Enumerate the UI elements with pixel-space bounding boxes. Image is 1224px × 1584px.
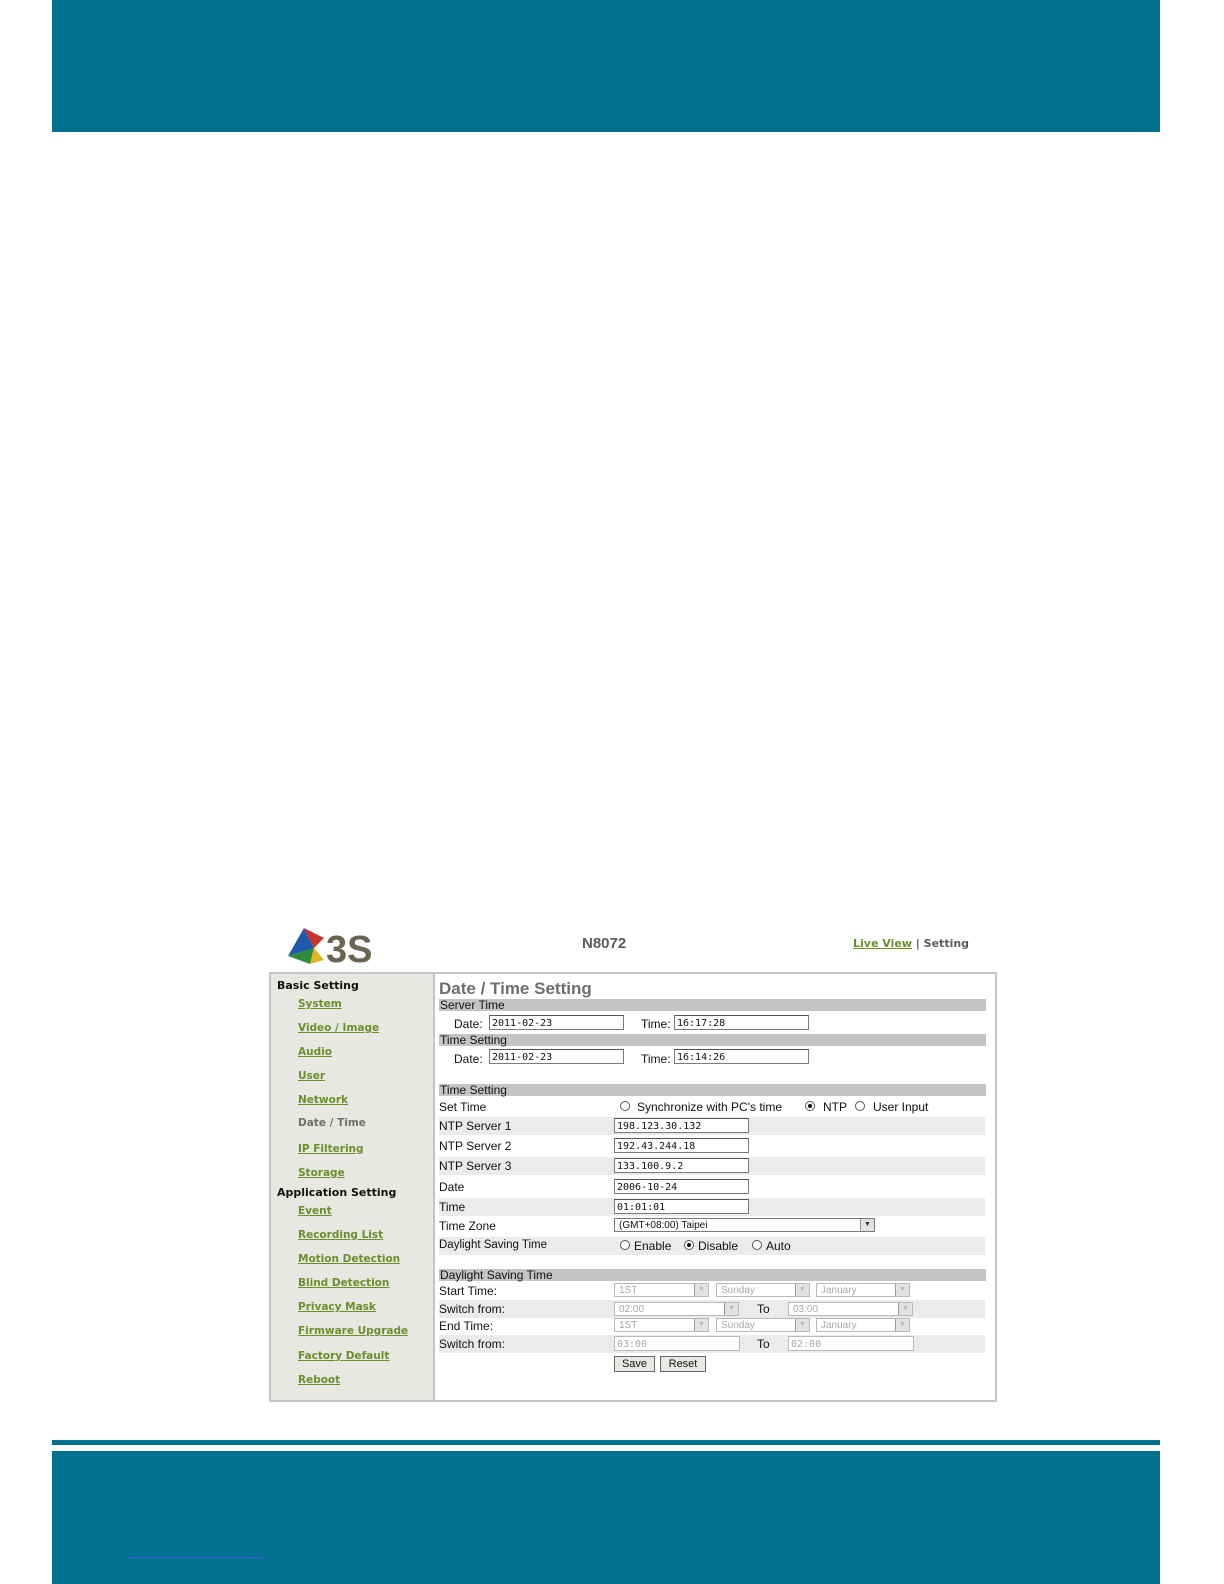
server-time-field[interactable]: 16:17:28 [674,1015,809,1030]
chevron-down-icon: ▼ [795,1319,809,1331]
sidebar-item-date-time[interactable]: Date / Time [298,1117,366,1129]
server-time-label: Time: [641,1017,671,1031]
ntp-server-2-field[interactable]: 192.43.244.18 [614,1138,749,1153]
sidebar-item-blind-detection[interactable]: Blind Detection [298,1277,390,1289]
dst-end-month-value: January [821,1320,857,1331]
chevron-down-icon: ▼ [694,1319,708,1331]
sidebar-item-privacy-mask[interactable]: Privacy Mask [298,1301,376,1313]
dst-switch-2-label: Switch from: [439,1337,506,1351]
nav-separator: | [915,937,920,950]
radio-dst-auto[interactable] [752,1240,762,1250]
dst-switch-1-to-select[interactable] [788,1302,913,1316]
sidebar-item-motion-detection[interactable]: Motion Detection [298,1253,401,1265]
sidebar-item-ip-filtering[interactable]: IP Filtering [298,1143,364,1155]
chevron-down-icon: ▼ [898,1303,912,1315]
server-date-label: Date: [454,1017,483,1031]
chevron-down-icon: ▼ [724,1303,738,1315]
sidebar-item-storage[interactable]: Storage [298,1167,345,1179]
section-time-setting: Time Setting [439,1084,986,1096]
sidebar-item-system[interactable]: System [298,998,342,1010]
radio-dst-disable-label: Disable [698,1239,739,1253]
dst-end-day-select[interactable] [716,1318,810,1332]
radio-sync-pc[interactable] [620,1101,630,1111]
chevron-down-icon: ▼ [895,1319,909,1331]
radio-dst-auto-label: Auto [766,1239,791,1253]
dst-switch-1-from-value: 02:00 [619,1304,645,1315]
chevron-down-icon: ▼ [895,1284,909,1296]
time-zone-select[interactable] [614,1218,875,1232]
dst-end-week-select[interactable] [614,1318,709,1332]
dst-start-week-value: 1ST [619,1285,638,1296]
row-daylight-saving [439,1237,985,1255]
footer-rule [52,1440,1160,1445]
header-band [52,0,1160,132]
sidebar-heading-application: Application Setting [277,1186,397,1199]
dst-start-day-value: Sunday [721,1285,755,1296]
row-set-time [439,1098,985,1116]
radio-ntp-label: NTP [823,1100,847,1114]
radio-sync-pc-label: Synchronize with PC's time [637,1100,783,1114]
dst-start-month-value: January [821,1285,857,1296]
row-dst-switch-2 [439,1335,985,1353]
row-date [439,1178,985,1196]
section-daylight-saving: Daylight Saving Time [439,1269,986,1281]
time-setting-time-field[interactable]: 16:14:26 [674,1049,809,1064]
sidebar-item-user[interactable]: User [298,1070,326,1082]
row-time-zone [439,1217,985,1235]
footer-band [52,1451,1160,1584]
row-dst-switch-1 [439,1300,985,1318]
ntp-server-3-field[interactable]: 133.100.9.2 [614,1158,749,1173]
footer-link-underline[interactable] [126,1557,266,1558]
radio-dst-disable[interactable] [684,1240,694,1250]
dst-start-label: Start Time: [439,1284,498,1298]
device-web-ui-screenshot [262,910,1002,1410]
server-date-field[interactable]: 2011-02-23 [489,1015,624,1030]
sidebar-item-factory-default[interactable]: Factory Default [298,1350,390,1362]
main-panel [439,974,989,1400]
dst-switch-1-to-value: 03:00 [793,1304,819,1315]
dst-end-label: End Time: [439,1319,494,1333]
brand-logo [284,918,373,971]
sidebar-item-video-image[interactable]: Video / Image [298,1022,380,1034]
section-server-time: Server Time [439,999,986,1011]
dst-switch-1-from-select[interactable] [614,1302,739,1316]
reset-button[interactable]: Reset [660,1356,706,1372]
time-zone-label: Time Zone [439,1219,496,1233]
page-title: Date / Time Setting [439,979,592,998]
sidebar-item-recording-list[interactable]: Recording List [298,1229,384,1241]
time-setting-date-label: Date: [454,1052,483,1066]
dst-start-month-select[interactable] [816,1283,910,1297]
date-field[interactable]: 2006-10-24 [614,1179,749,1194]
row-ntp-server-2 [439,1137,985,1155]
sidebar [271,974,435,1400]
dst-switch-2-to-field[interactable]: 02:00 [788,1336,914,1351]
svg-text:3S: 3S [326,929,373,971]
row-dst-start [439,1282,985,1300]
dst-switch-1-label: Switch from: [439,1302,506,1316]
sidebar-heading-basic: Basic Setting [277,979,359,992]
dst-end-month-select[interactable] [816,1318,910,1332]
dst-end-week-value: 1ST [619,1320,638,1331]
row-time [439,1198,985,1216]
dst-switch-2-from-field[interactable]: 03:00 [614,1336,740,1351]
ntp-server-2-label: NTP Server 2 [439,1139,512,1153]
dst-end-day-value: Sunday [721,1320,755,1331]
chevron-down-icon: ▼ [795,1284,809,1296]
dst-switch-2-to-label: To [757,1337,770,1351]
model-name: N8072 [582,935,627,952]
section-time-setting-top: Time Setting [439,1034,986,1046]
radio-user-input[interactable] [855,1101,865,1111]
ntp-server-1-field[interactable]: 198.123.30.132 [614,1118,749,1133]
time-label: Time [439,1200,466,1214]
row-dst-end [439,1317,985,1335]
sidebar-item-audio[interactable]: Audio [298,1046,332,1058]
sidebar-item-firmware-upgrade[interactable]: Firmware Upgrade [298,1325,409,1337]
live-view-link[interactable]: Live View [853,937,912,950]
setting-link-current: Setting [923,937,970,950]
ntp-server-3-label: NTP Server 3 [439,1159,512,1173]
radio-user-input-label: User Input [873,1100,929,1114]
time-field[interactable]: 01:01:01 [614,1199,749,1214]
time-setting-time-label: Time: [641,1052,671,1066]
sidebar-item-reboot[interactable]: Reboot [298,1374,341,1386]
sidebar-item-network[interactable]: Network [298,1094,349,1106]
daylight-saving-label: Daylight Saving Time [439,1239,548,1251]
row-ntp-server-1 [439,1117,985,1135]
row-ntp-server-3 [439,1157,985,1175]
settings-frame [269,972,997,1402]
top-navigation [853,937,969,950]
date-label: Date [439,1180,465,1194]
radio-dst-enable-label: Enable [634,1239,672,1253]
time-setting-date-field[interactable]: 2011-02-23 [489,1049,624,1064]
dst-start-week-select[interactable] [614,1283,709,1297]
set-time-label: Set Time [439,1100,487,1114]
radio-ntp[interactable] [805,1101,815,1111]
save-button[interactable]: Save [614,1356,655,1372]
sidebar-item-event[interactable]: Event [298,1205,332,1217]
ntp-server-1-label: NTP Server 1 [439,1119,512,1133]
time-zone-value: (GMT+08:00) Taipei [619,1220,708,1231]
dst-start-day-select[interactable] [716,1283,810,1297]
chevron-down-icon: ▼ [860,1219,874,1231]
radio-dst-enable[interactable] [620,1240,630,1250]
chevron-down-icon: ▼ [694,1284,708,1296]
dst-switch-1-to-label: To [757,1302,770,1316]
